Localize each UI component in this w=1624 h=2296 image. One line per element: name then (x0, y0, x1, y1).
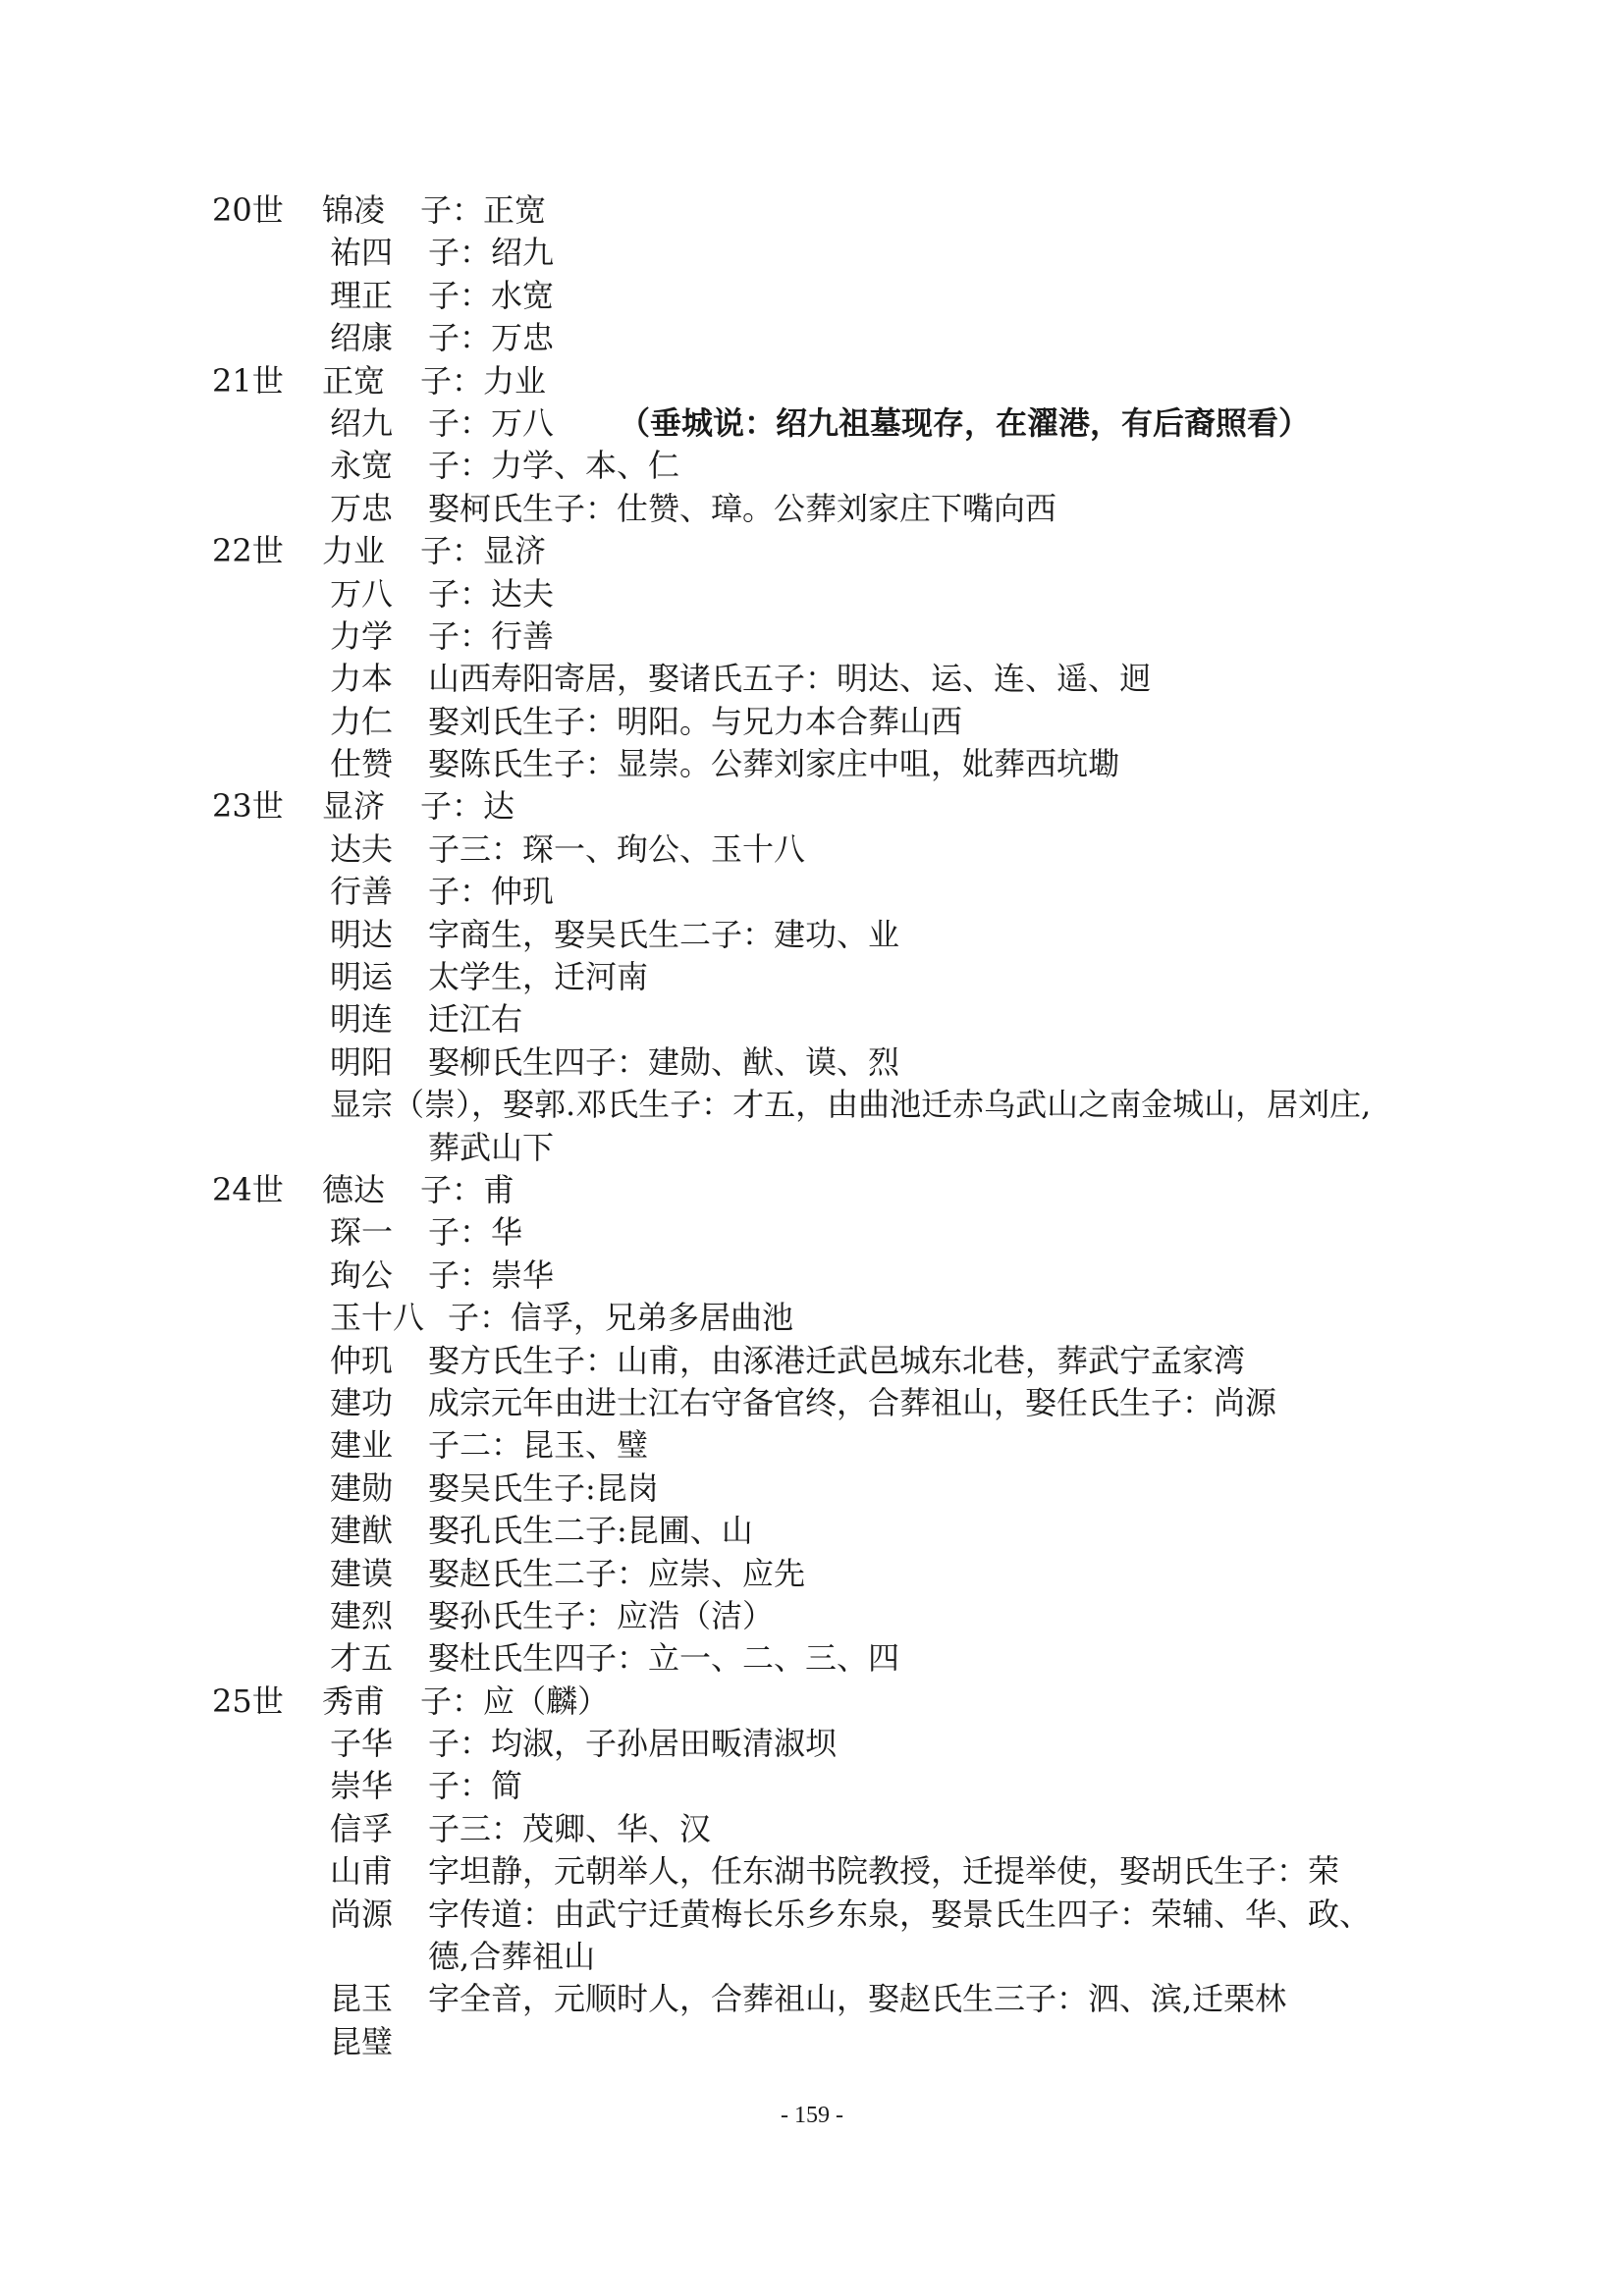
person-name: 昆璧 (330, 2022, 394, 2060)
person-details: 子：达 (420, 787, 515, 826)
genealogy-line (0, 743, 1624, 785)
person-details: 子：力业 (420, 361, 547, 400)
genealogy-line (0, 189, 1624, 232)
genealogy-line (0, 1808, 1624, 1850)
genealogy-line (0, 317, 1624, 359)
person-name: 建猷 (330, 1512, 394, 1550)
person-details: 子：水宽 (428, 276, 555, 314)
genealogy-list (0, 189, 1624, 2063)
person-details: 子：均淑，子孙居田畈清淑坝 (428, 1725, 838, 1763)
generation-label: 21世 (212, 361, 284, 400)
person-name: 理正 (330, 276, 394, 314)
person-details: 子：甫 (420, 1170, 515, 1208)
person-name: 仲玑 (330, 1341, 394, 1379)
genealogy-line (0, 573, 1624, 615)
person-details: 子三：琛一、珣公、玉十八 (428, 829, 806, 868)
genealogy-line (0, 615, 1624, 658)
person-name: 达夫 (330, 829, 394, 868)
person-details: 娶柳氏生四子：建勋、猷、谟、烈 (428, 1042, 900, 1081)
genealogy-line (0, 275, 1624, 317)
person-name: 永宽 (330, 447, 394, 485)
person-details: 子：力学、本、仁 (428, 447, 680, 485)
person-name: 显宗（崇），娶郭.邓氏生子：才五，由曲池迁赤乌武山之南金城山，居刘庄, (330, 1086, 1372, 1124)
person-details: 字传道：由武宁迁黄梅长乐乡东泉，娶景氏生四子：荣辅、华、政、 (428, 1895, 1372, 1933)
person-name: 行善 (330, 873, 394, 911)
person-name: 崇华 (330, 1767, 394, 1805)
genealogy-line (0, 1723, 1624, 1765)
generation-label: 20世 (212, 191, 284, 229)
genealogy-line (0, 445, 1624, 487)
person-details: 娶刘氏生子：明阳。与兄力本合葬山西 (428, 702, 963, 740)
genealogy-line (0, 488, 1624, 530)
person-name: 万八 (330, 574, 394, 613)
person-details: 迁江右 (428, 1000, 523, 1039)
person-name: 建烈 (330, 1596, 394, 1634)
genealogy-line (0, 1211, 1624, 1254)
person-details: 子：应（麟） (420, 1682, 610, 1720)
person-name: 珣公 (330, 1255, 394, 1294)
genealogy-line (0, 1382, 1624, 1424)
person-details: 娶孙氏生子：应浩（洁） (428, 1596, 775, 1634)
genealogy-line (0, 701, 1624, 743)
person-name: 山甫 (330, 1852, 394, 1891)
genealogy-line (0, 1553, 1624, 1595)
person-details: 山西寿阳寄居，娶诸氏五子：明达、运、连、遥、迥 (428, 660, 1152, 698)
person-name: 明运 (330, 958, 394, 996)
person-details: 子：达夫 (428, 574, 555, 613)
person-name: 尚源 (330, 1895, 394, 1933)
person-name: 显济 (322, 787, 386, 826)
genealogy-line (0, 232, 1624, 274)
person-details: 子：正宽 (420, 191, 547, 229)
generation-label: 22世 (212, 532, 284, 570)
person-name: 建功 (330, 1383, 394, 1421)
person-details: 娶杜氏生四子：立一、二、三、四 (428, 1639, 900, 1678)
genealogy-line (0, 1127, 1624, 1169)
person-name: 万忠 (330, 489, 394, 527)
person-name: 建勋 (330, 1468, 394, 1507)
person-details: 子：绍九 (428, 234, 555, 272)
person-name: 仕赞 (330, 745, 394, 783)
annotation-note: （垂城说：绍九祖墓现存，在濯港，有后裔照看） (619, 403, 1311, 442)
continuation-text: 葬武山下 (428, 1128, 555, 1166)
person-name: 玉十八 (330, 1299, 425, 1337)
genealogy-line (0, 402, 1624, 445)
genealogy-line (0, 2021, 1624, 2063)
genealogy-line (0, 871, 1624, 913)
genealogy-line (0, 1978, 1624, 2020)
genealogy-line (0, 1255, 1624, 1297)
genealogy-line (0, 1510, 1624, 1552)
genealogy-line (0, 828, 1624, 871)
genealogy-line (0, 1850, 1624, 1893)
person-name: 正宽 (322, 361, 386, 400)
person-name: 绍九 (330, 403, 394, 442)
person-name: 力本 (330, 660, 394, 698)
person-details: 子：仲玑 (428, 873, 555, 911)
person-name: 祐四 (330, 234, 394, 272)
genealogy-line (0, 956, 1624, 998)
person-details: 字商生，娶吴氏生二子：建功、业 (428, 915, 900, 953)
generation-label: 24世 (212, 1170, 284, 1208)
person-name: 锦凌 (322, 191, 386, 229)
person-details: 成宗元年由进士江右守备官终，合葬祖山，娶任氏生子：尚源 (428, 1383, 1277, 1421)
person-details: 子：万八 (428, 403, 555, 442)
person-details: 子：显济 (420, 532, 547, 570)
genealogy-line (0, 1340, 1624, 1382)
person-name: 才五 (330, 1639, 394, 1678)
genealogy-line (0, 1424, 1624, 1467)
genealogy-line (0, 658, 1624, 700)
person-details: 子：华 (428, 1213, 523, 1252)
genealogy-line (0, 1637, 1624, 1680)
genealogy-line (0, 1169, 1624, 1211)
genealogy-line (0, 785, 1624, 828)
person-details: 娶吴氏生子:昆岗 (428, 1468, 659, 1507)
genealogy-line (0, 1595, 1624, 1637)
genealogy-line (0, 914, 1624, 956)
person-name: 信孚 (330, 1809, 394, 1847)
person-name: 子华 (330, 1725, 394, 1763)
genealogy-line (0, 998, 1624, 1041)
person-name: 明连 (330, 1000, 394, 1039)
genealogy-line (0, 1297, 1624, 1339)
person-details: 子：信孚，兄弟多居曲池 (448, 1299, 794, 1337)
person-details: 太学生，迁河南 (428, 958, 649, 996)
person-details: 子：简 (428, 1767, 523, 1805)
person-name: 琛一 (330, 1213, 394, 1252)
generation-label: 25世 (212, 1682, 284, 1720)
person-details: 子：行善 (428, 616, 555, 655)
person-details: 娶孔氏生二子:昆圃、山 (428, 1512, 753, 1550)
genealogy-line (0, 1681, 1624, 1723)
genealogy-line (0, 1468, 1624, 1510)
person-details: 子：崇华 (428, 1255, 555, 1294)
genealogy-line (0, 1041, 1624, 1084)
genealogy-line (0, 1765, 1624, 1807)
person-name: 明阳 (330, 1042, 394, 1081)
person-name: 建谟 (330, 1554, 394, 1592)
person-name: 力业 (322, 532, 386, 570)
generation-label: 23世 (212, 787, 284, 826)
person-details: 字坦静，元朝举人，任东湖书院教授，迁提举使，娶胡氏生子：荣 (428, 1852, 1340, 1891)
genealogy-line (0, 1084, 1624, 1126)
person-name: 力仁 (330, 702, 394, 740)
genealogy-line (0, 530, 1624, 572)
person-name: 秀甫 (322, 1682, 386, 1720)
continuation-text: 德,合葬祖山 (428, 1938, 596, 1976)
person-name: 建业 (330, 1426, 394, 1465)
genealogy-line (0, 1894, 1624, 1936)
person-details: 子三：茂卿、华、汉 (428, 1809, 712, 1847)
person-details: 子：万忠 (428, 319, 555, 357)
person-name: 德达 (322, 1170, 386, 1208)
genealogy-line (0, 360, 1624, 402)
genealogy-line (0, 1936, 1624, 1978)
person-name: 明达 (330, 915, 394, 953)
person-name: 力学 (330, 616, 394, 655)
person-name: 昆玉 (330, 1980, 394, 2018)
person-details: 娶陈氏生子：显崇。公葬刘家庄中咀，妣葬西坑墈 (428, 745, 1120, 783)
person-details: 娶方氏生子：山甫，由涿港迁武邑城东北巷，葬武宁孟家湾 (428, 1341, 1246, 1379)
person-details: 娶柯氏生子：仕赞、璋。公葬刘家庄下嘴向西 (428, 489, 1057, 527)
person-name: 绍康 (330, 319, 394, 357)
page-number: - 159 - (781, 2103, 843, 2128)
person-details: 字全音，元顺时人，合葬祖山，娶赵氏生三子：泗、滨,迁栗林 (428, 1980, 1287, 2018)
person-details: 娶赵氏生二子：应崇、应先 (428, 1554, 806, 1592)
person-details: 子二：昆玉、璧 (428, 1426, 649, 1465)
